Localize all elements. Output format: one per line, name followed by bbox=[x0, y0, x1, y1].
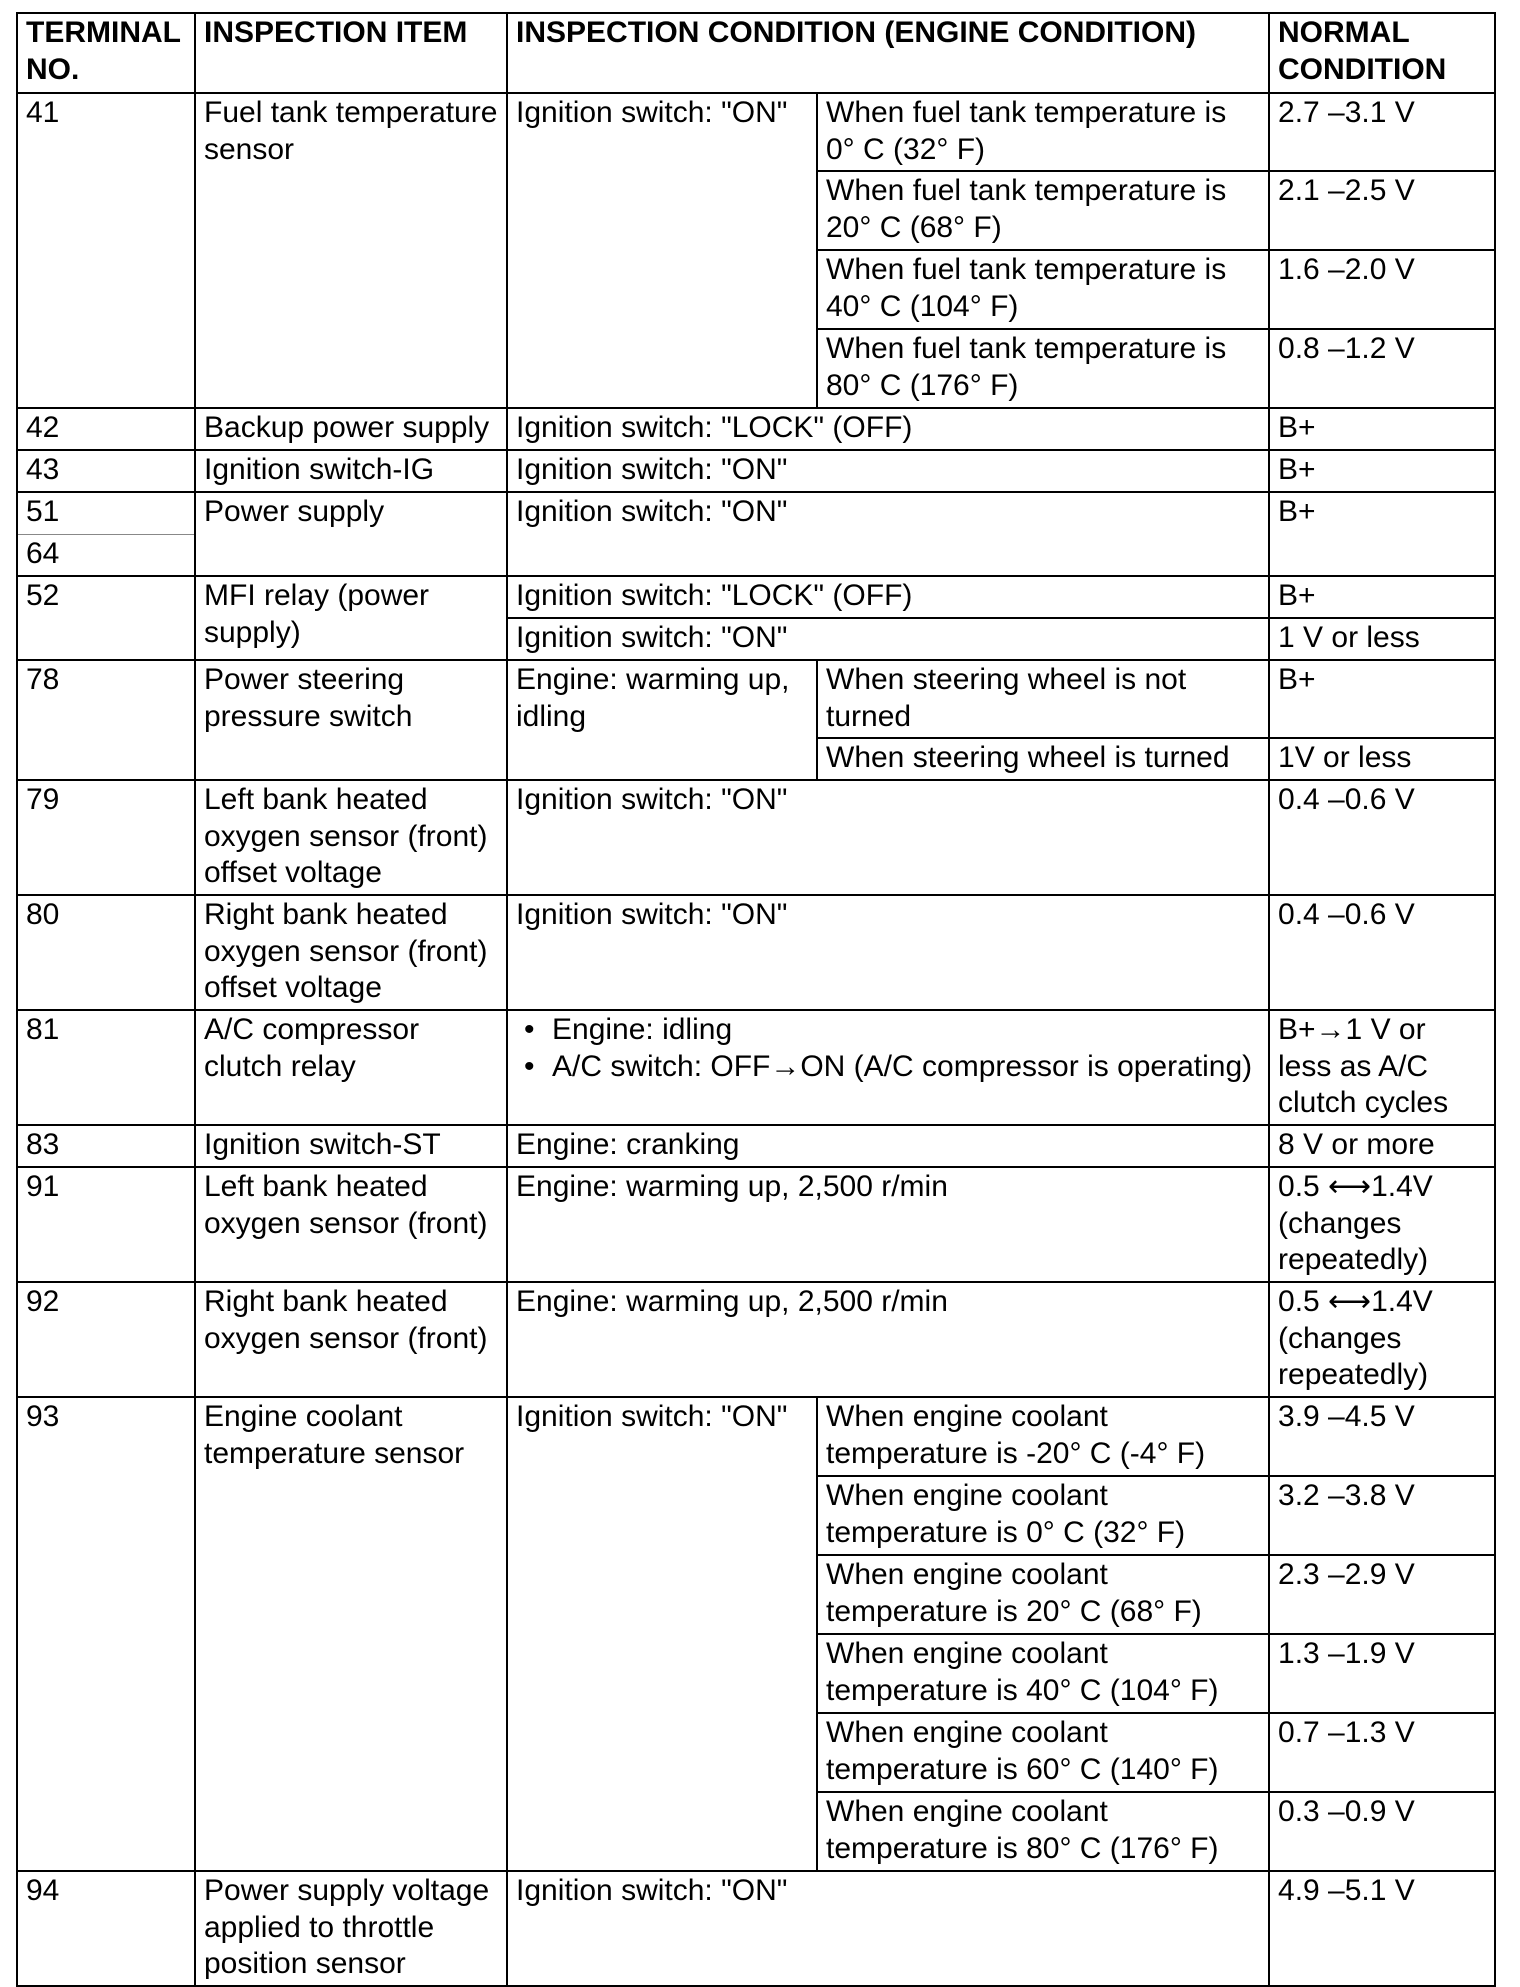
inspection-condition: Ignition switch: "ON" bbox=[507, 93, 817, 408]
normal-condition: B+→1 V or less as A/C clutch cycles bbox=[1269, 1010, 1495, 1125]
condition-bullet-list bbox=[516, 1012, 1260, 1085]
inspection-item: Fuel tank temperature sensor bbox=[195, 93, 507, 408]
terminal-no: 79 bbox=[17, 780, 195, 895]
table-row bbox=[17, 492, 1495, 534]
inspection-item: Ignition switch-IG bbox=[195, 450, 507, 492]
normal-condition: 0.5 ⟷1.4V (changes repeatedly) bbox=[1269, 1167, 1495, 1282]
table-row bbox=[17, 780, 1495, 895]
inspection-item: Left bank heated oxygen sensor (front) bbox=[195, 1167, 507, 1282]
inspection-condition: Ignition switch: "LOCK" (OFF) bbox=[507, 576, 1269, 618]
inspection-item: Ignition switch-ST bbox=[195, 1125, 507, 1167]
normal-condition: 0.8 –1.2 V bbox=[1269, 329, 1495, 408]
terminal-no: 94 bbox=[17, 1871, 195, 1986]
normal-condition: B+ bbox=[1269, 450, 1495, 492]
terminal-no: 78 bbox=[17, 660, 195, 780]
terminal-no: 64 bbox=[17, 534, 195, 576]
inspection-condition: Engine: warming up, 2,500 r/min bbox=[507, 1167, 1269, 1282]
table-row bbox=[17, 1397, 1495, 1476]
normal-condition: B+ bbox=[1269, 576, 1495, 618]
condition-detail: When engine coolant temperature is 20° C (68° F) bbox=[817, 1555, 1269, 1634]
normal-condition: B+ bbox=[1269, 408, 1495, 450]
condition-detail: When steering wheel is not turned bbox=[817, 660, 1269, 738]
condition-detail: When engine coolant temperature is 40° C (104° F) bbox=[817, 1634, 1269, 1713]
condition-detail: When steering wheel is turned bbox=[817, 738, 1269, 780]
table-row bbox=[17, 1010, 1495, 1125]
header-row bbox=[17, 13, 1495, 93]
table-row bbox=[17, 1125, 1495, 1167]
normal-condition: 0.3 –0.9 V bbox=[1269, 1792, 1495, 1871]
table-row bbox=[17, 450, 1495, 492]
normal-condition: B+ bbox=[1269, 660, 1495, 738]
inspection-condition: Engine: cranking bbox=[507, 1125, 1269, 1167]
terminal-no: 51 bbox=[17, 492, 195, 534]
table-row bbox=[17, 895, 1495, 1010]
condition-detail: When engine coolant temperature is -20° C (-4° F) bbox=[817, 1397, 1269, 1476]
condition-detail: When fuel tank temperature is 80° C (176° F) bbox=[817, 329, 1269, 408]
inspection-item: Engine coolant temperature sensor bbox=[195, 1397, 507, 1871]
terminal-no: 80 bbox=[17, 895, 195, 1010]
inspection-condition: Ignition switch: "LOCK" (OFF) bbox=[507, 408, 1269, 450]
inspection-condition: Ignition switch: "ON" bbox=[507, 618, 1269, 660]
condition-detail: When fuel tank temperature is 20° C (68° F) bbox=[817, 171, 1269, 250]
condition-detail: When fuel tank temperature is 40° C (104° F) bbox=[817, 250, 1269, 329]
inspection-condition: Ignition switch: "ON" bbox=[507, 492, 1269, 576]
terminal-no: 43 bbox=[17, 450, 195, 492]
normal-condition: 1V or less bbox=[1269, 738, 1495, 780]
normal-condition: 0.4 –0.6 V bbox=[1269, 895, 1495, 1010]
inspection-table bbox=[16, 12, 1496, 1987]
inspection-condition: Engine: warming up, 2,500 r/min bbox=[507, 1282, 1269, 1397]
condition-bullet: • A/C switch: OFF→ON (A/C compressor is operating) bbox=[552, 1049, 1260, 1086]
table-row bbox=[17, 1167, 1495, 1282]
terminal-no: 41 bbox=[17, 93, 195, 408]
condition-bullet: • Engine: idling bbox=[552, 1012, 1260, 1049]
inspection-item: Power supply bbox=[195, 492, 507, 576]
terminal-no: 92 bbox=[17, 1282, 195, 1397]
terminal-no: 52 bbox=[17, 576, 195, 660]
table-row bbox=[17, 1871, 1495, 1986]
normal-condition: 2.7 –3.1 V bbox=[1269, 93, 1495, 171]
normal-condition: 1.3 –1.9 V bbox=[1269, 1634, 1495, 1713]
terminal-no: 93 bbox=[17, 1397, 195, 1871]
inspection-item: Right bank heated oxygen sensor (front) bbox=[195, 1282, 507, 1397]
inspection-condition: Ignition switch: "ON" bbox=[507, 895, 1269, 1010]
condition-detail: When engine coolant temperature is 60° C (140° F) bbox=[817, 1713, 1269, 1792]
inspection-item: A/C compressor clutch relay bbox=[195, 1010, 507, 1125]
inspection-condition: Engine: warming up, idling bbox=[507, 660, 817, 780]
normal-condition: 0.7 –1.3 V bbox=[1269, 1713, 1495, 1792]
inspection-item: Power steering pressure switch bbox=[195, 660, 507, 780]
condition-detail: When engine coolant temperature is 80° C (176° F) bbox=[817, 1792, 1269, 1871]
inspection-item: Left bank heated oxygen sensor (front) offset voltage bbox=[195, 780, 507, 895]
condition-detail: When fuel tank temperature is 0° C (32° F) bbox=[817, 93, 1269, 171]
inspection-item: Backup power supply bbox=[195, 408, 507, 450]
normal-condition: 4.9 –5.1 V bbox=[1269, 1871, 1495, 1986]
normal-condition: 0.5 ⟷1.4V (changes repeatedly) bbox=[1269, 1282, 1495, 1397]
table-row bbox=[17, 408, 1495, 450]
normal-condition: 2.3 –2.9 V bbox=[1269, 1555, 1495, 1634]
header-normal-condition: NORMAL CONDITION bbox=[1269, 13, 1495, 93]
terminal-no: 42 bbox=[17, 408, 195, 450]
header-inspection-condition: INSPECTION CONDITION (ENGINE CONDITION) bbox=[507, 13, 1269, 93]
table-row bbox=[17, 660, 1495, 738]
inspection-condition: Ignition switch: "ON" bbox=[507, 1397, 817, 1871]
normal-condition: 3.9 –4.5 V bbox=[1269, 1397, 1495, 1476]
inspection-table-sheet bbox=[16, 12, 1496, 1987]
condition-detail: When engine coolant temperature is 0° C (32° F) bbox=[817, 1476, 1269, 1555]
normal-condition: 8 V or more bbox=[1269, 1125, 1495, 1167]
inspection-item: MFI relay (power supply) bbox=[195, 576, 507, 660]
normal-condition: 1.6 –2.0 V bbox=[1269, 250, 1495, 329]
inspection-condition: Ignition switch: "ON" bbox=[507, 450, 1269, 492]
inspection-condition bbox=[507, 1010, 1269, 1125]
header-terminal-no: TERMINAL NO. bbox=[17, 13, 195, 93]
normal-condition: 3.2 –3.8 V bbox=[1269, 1476, 1495, 1555]
table-row bbox=[17, 1282, 1495, 1397]
terminal-no: 81 bbox=[17, 1010, 195, 1125]
normal-condition: B+ bbox=[1269, 492, 1495, 576]
inspection-item: Right bank heated oxygen sensor (front) offset voltage bbox=[195, 895, 507, 1010]
table-row bbox=[17, 576, 1495, 618]
normal-condition: 0.4 –0.6 V bbox=[1269, 780, 1495, 895]
terminal-no: 83 bbox=[17, 1125, 195, 1167]
header-inspection-item: INSPECTION ITEM bbox=[195, 13, 507, 93]
terminal-no: 91 bbox=[17, 1167, 195, 1282]
normal-condition: 1 V or less bbox=[1269, 618, 1495, 660]
normal-condition: 2.1 –2.5 V bbox=[1269, 171, 1495, 250]
inspection-condition: Ignition switch: "ON" bbox=[507, 1871, 1269, 1986]
inspection-item: Power supply voltage applied to throttle position sensor bbox=[195, 1871, 507, 1986]
table-row bbox=[17, 93, 1495, 171]
inspection-condition: Ignition switch: "ON" bbox=[507, 780, 1269, 895]
